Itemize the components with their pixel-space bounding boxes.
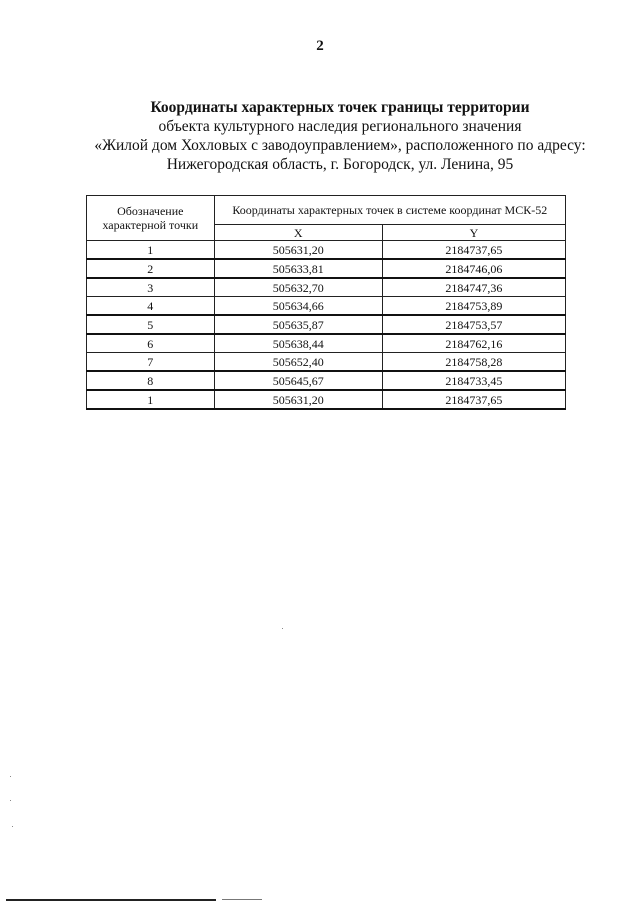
cell-y: 2184753,89	[382, 297, 565, 316]
heading-line-2: объекта культурного наследия регионального значения	[158, 118, 522, 135]
page-number: 2	[316, 38, 324, 54]
cell-x: 505633,81	[214, 259, 382, 278]
cell-y: 2184737,65	[382, 241, 565, 260]
header-point-designation: Обозначение характерной точки	[87, 196, 215, 241]
cell-x: 505631,20	[214, 390, 382, 409]
table-row	[87, 334, 566, 353]
cell-point: 3	[87, 278, 215, 297]
heading-title: Координаты характерных точек границы территории	[150, 99, 530, 116]
cell-y: 2184737,65	[382, 390, 565, 409]
cell-x: 505652,40	[214, 353, 382, 372]
header-coordinate-system: Координаты характерных точек в системе координат МСК-52	[214, 196, 565, 225]
scan-speck	[10, 800, 11, 801]
cell-y: 2184758,28	[382, 353, 565, 372]
heading-line-4: Нижегородская область, г. Богородск, ул. Ленина, 95	[166, 156, 514, 173]
document-heading	[80, 98, 600, 174]
coordinates-table	[86, 195, 566, 410]
cell-point: 7	[87, 353, 215, 372]
cell-point: 2	[87, 259, 215, 278]
cell-y: 2184733,45	[382, 371, 565, 390]
cell-x: 505635,87	[214, 315, 382, 334]
cell-point: 1	[87, 390, 215, 409]
cell-x: 505645,67	[214, 371, 382, 390]
cell-point: 1	[87, 241, 215, 260]
header-x: X	[214, 225, 382, 241]
cell-point: 6	[87, 334, 215, 353]
table-row	[87, 297, 566, 316]
table-row	[87, 259, 566, 278]
cell-y: 2184753,57	[382, 315, 565, 334]
scan-edge-line	[222, 899, 262, 900]
cell-y: 2184746,06	[382, 259, 565, 278]
cell-point: 8	[87, 371, 215, 390]
heading-line-3: «Жилой дом Хохловых с заводоуправлением», расположенного по адресу:	[94, 137, 586, 154]
scan-edge-line	[6, 899, 216, 901]
scan-speck	[282, 628, 283, 629]
table-row	[87, 353, 566, 372]
cell-x: 505631,20	[214, 241, 382, 260]
scan-speck	[10, 776, 11, 777]
table-row	[87, 371, 566, 390]
cell-x: 505638,44	[214, 334, 382, 353]
cell-point: 4	[87, 297, 215, 316]
table-row	[87, 315, 566, 334]
cell-point: 5	[87, 315, 215, 334]
scan-speck	[12, 826, 13, 827]
table-header-row	[87, 196, 566, 225]
table-row	[87, 390, 566, 409]
table-row	[87, 241, 566, 260]
cell-y: 2184747,36	[382, 278, 565, 297]
header-y: Y	[382, 225, 565, 241]
table-row	[87, 278, 566, 297]
cell-y: 2184762,16	[382, 334, 565, 353]
cell-x: 505634,66	[214, 297, 382, 316]
cell-x: 505632,70	[214, 278, 382, 297]
